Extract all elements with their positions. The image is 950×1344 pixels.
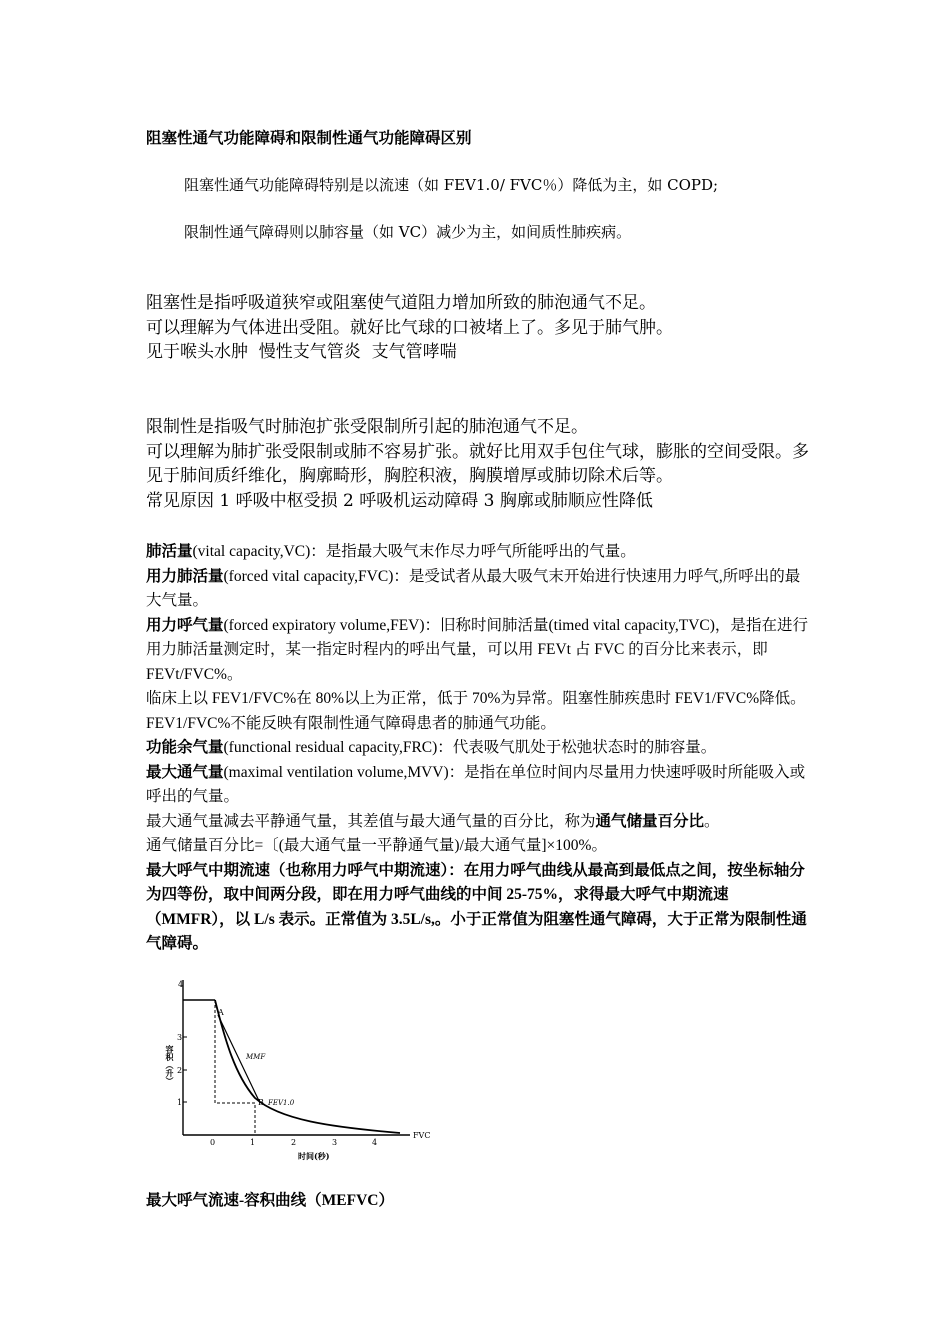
x-tick-label-0: 0 xyxy=(210,1138,216,1147)
def-mvv xyxy=(146,761,810,810)
x-tick-label-2: 2 xyxy=(291,1138,297,1147)
text-vc: (vital capacity,VC)：是指最大吸气末作尽力呼气所能呼出的气量。 xyxy=(192,543,636,560)
subtitle-restrictive: 限制性通气障碍则以肺容量（如 VC）减少为主，如间质性肺疾病。 xyxy=(184,223,632,241)
text-frc: (functional residual capacity,FRC)：代表吸气肌处于松弛状态时的肺容量。 xyxy=(223,739,717,756)
text-fvc: (forced vital capacity,FVC)：是受试者从最大吸气末开始进行快速用力呼气,所呼出的最大气量。 xyxy=(146,567,801,609)
text-mvv: (maximal ventilation volume,MVV)：是指在单位时间内尽量用力快速呼吸时所能吸入或呼出的气量。 xyxy=(146,763,806,805)
def-reserve xyxy=(146,810,810,835)
y-tick-label-1: 1 xyxy=(177,1098,183,1107)
restrictive-line-2: 可以理解为肺扩张受限制或肺不容易扩张。就好比用双手包住气球，膨胀的空间受限。多见于肺间质纤维化，胸廓畸形，胸腔积液，胸膜增厚或肺切除术后等。 xyxy=(146,441,809,486)
definitions-section xyxy=(146,540,810,957)
y-tick-label-2: 2 xyxy=(177,1066,183,1075)
def-clinical: 临床上以 FEV1/FVC%在 80%以上为正常，低于 70%为异常。阻塞性肺疾患时 FEV1/FVC%降低。FEV1/FVC%不能反映有限制性通气障碍患者的肺通气功能。 xyxy=(146,690,806,732)
mmf-label: MMF xyxy=(246,1053,266,1061)
obstructive-line-3: 见于喉头水肿 慢性支气管炎 支气管哮喘 xyxy=(146,342,457,362)
def-mmfr: 最大呼气中期流速（也称用力呼气中期流速）：在用力呼气曲线从最高到最低点之间，按坐标轴分为四等份，取中间两分段，即在用力呼气曲线的中间 25-75%，求得最大呼气中期流速（MMFR），以 L/s 表示。正常值为 3.5L/s,。小于正常值为阻塞性通气障碍，大于正常为限制性通气障碍。 xyxy=(146,861,807,952)
obstructive-line-1: 阻塞性是指呼吸道狭窄或阻塞使气道阻力增加所致的肺泡通气不足。 xyxy=(146,293,656,313)
def-vc xyxy=(146,540,810,565)
def-fvc xyxy=(146,565,810,614)
restrictive-section xyxy=(146,415,814,513)
obstructive-line-2: 可以理解为气体进出受阻。就好比气球的口被堵上了。多见于肺气肿。 xyxy=(146,317,673,338)
y-tick-label-4: 4 xyxy=(178,980,184,989)
term-reserve: 通气储量百分比 xyxy=(595,812,705,830)
term-fvc: 用力肺活量 xyxy=(146,567,224,585)
def-formula: 通气储量百分比=〔(最大通气量一平静通气量)/最大通气量]×100%。 xyxy=(146,837,607,854)
point-a-label: A xyxy=(218,1008,224,1017)
text-reserve: 最大通气量减去平静通气量，其差值与最大通气量的百分比，称为 xyxy=(146,812,596,830)
figure-caption: 最大呼气流速-容积曲线（MEFVC） xyxy=(146,1192,394,1209)
page-title: 阻塞性通气功能障碍和限制性通气功能障碍区别 xyxy=(146,129,472,147)
spirogram-figure xyxy=(160,975,440,1165)
restrictive-line-3: 常见原因 1 呼吸中枢受损 2 呼吸机运动障碍 3 胸廓或肺顺应性降低 xyxy=(146,490,653,511)
restrictive-line-1: 限制性是指吸气时肺泡扩张受限制所引起的肺泡通气不足。 xyxy=(146,417,588,437)
y-tick-label-3: 3 xyxy=(177,1033,183,1042)
x-tick-label-1: 1 xyxy=(250,1138,256,1147)
point-b-label: B xyxy=(258,1098,264,1107)
term-frc: 功能余气量 xyxy=(146,739,224,756)
text-reserve-end: 。 xyxy=(704,812,720,830)
def-frc xyxy=(146,736,810,761)
term-mvv: 最大通气量 xyxy=(146,763,224,781)
x-tick-label-3: 3 xyxy=(332,1138,338,1147)
term-fev: 用力呼气量 xyxy=(146,616,224,634)
def-fev xyxy=(146,614,810,688)
term-vc: 肺活量 xyxy=(146,543,193,560)
fev-label: FEV1.0 xyxy=(268,1099,295,1107)
y-axis-label: 容积（升） xyxy=(165,1045,175,1085)
fvc-label: FVC xyxy=(413,1131,431,1140)
obstructive-section xyxy=(146,291,814,365)
text-fev: (forced expiratory volume,FEV)：旧称时间肺活量(timed vital capacity,TVC)，是指在进行用力肺活量测定时，某一指定时程内的呼出气量，可以用 FEVt 占 FVC 的百分比来表示，即 FEVt/FVC%。 xyxy=(146,616,808,683)
x-axis-label: 时间(秒) xyxy=(298,1151,330,1161)
x-tick-label-4: 4 xyxy=(372,1138,378,1147)
subtitle-obstructive: 阻塞性通气功能障碍特别是以流速（如 FEV1.0/ FVC％）降低为主，如 COPD; xyxy=(184,176,719,194)
